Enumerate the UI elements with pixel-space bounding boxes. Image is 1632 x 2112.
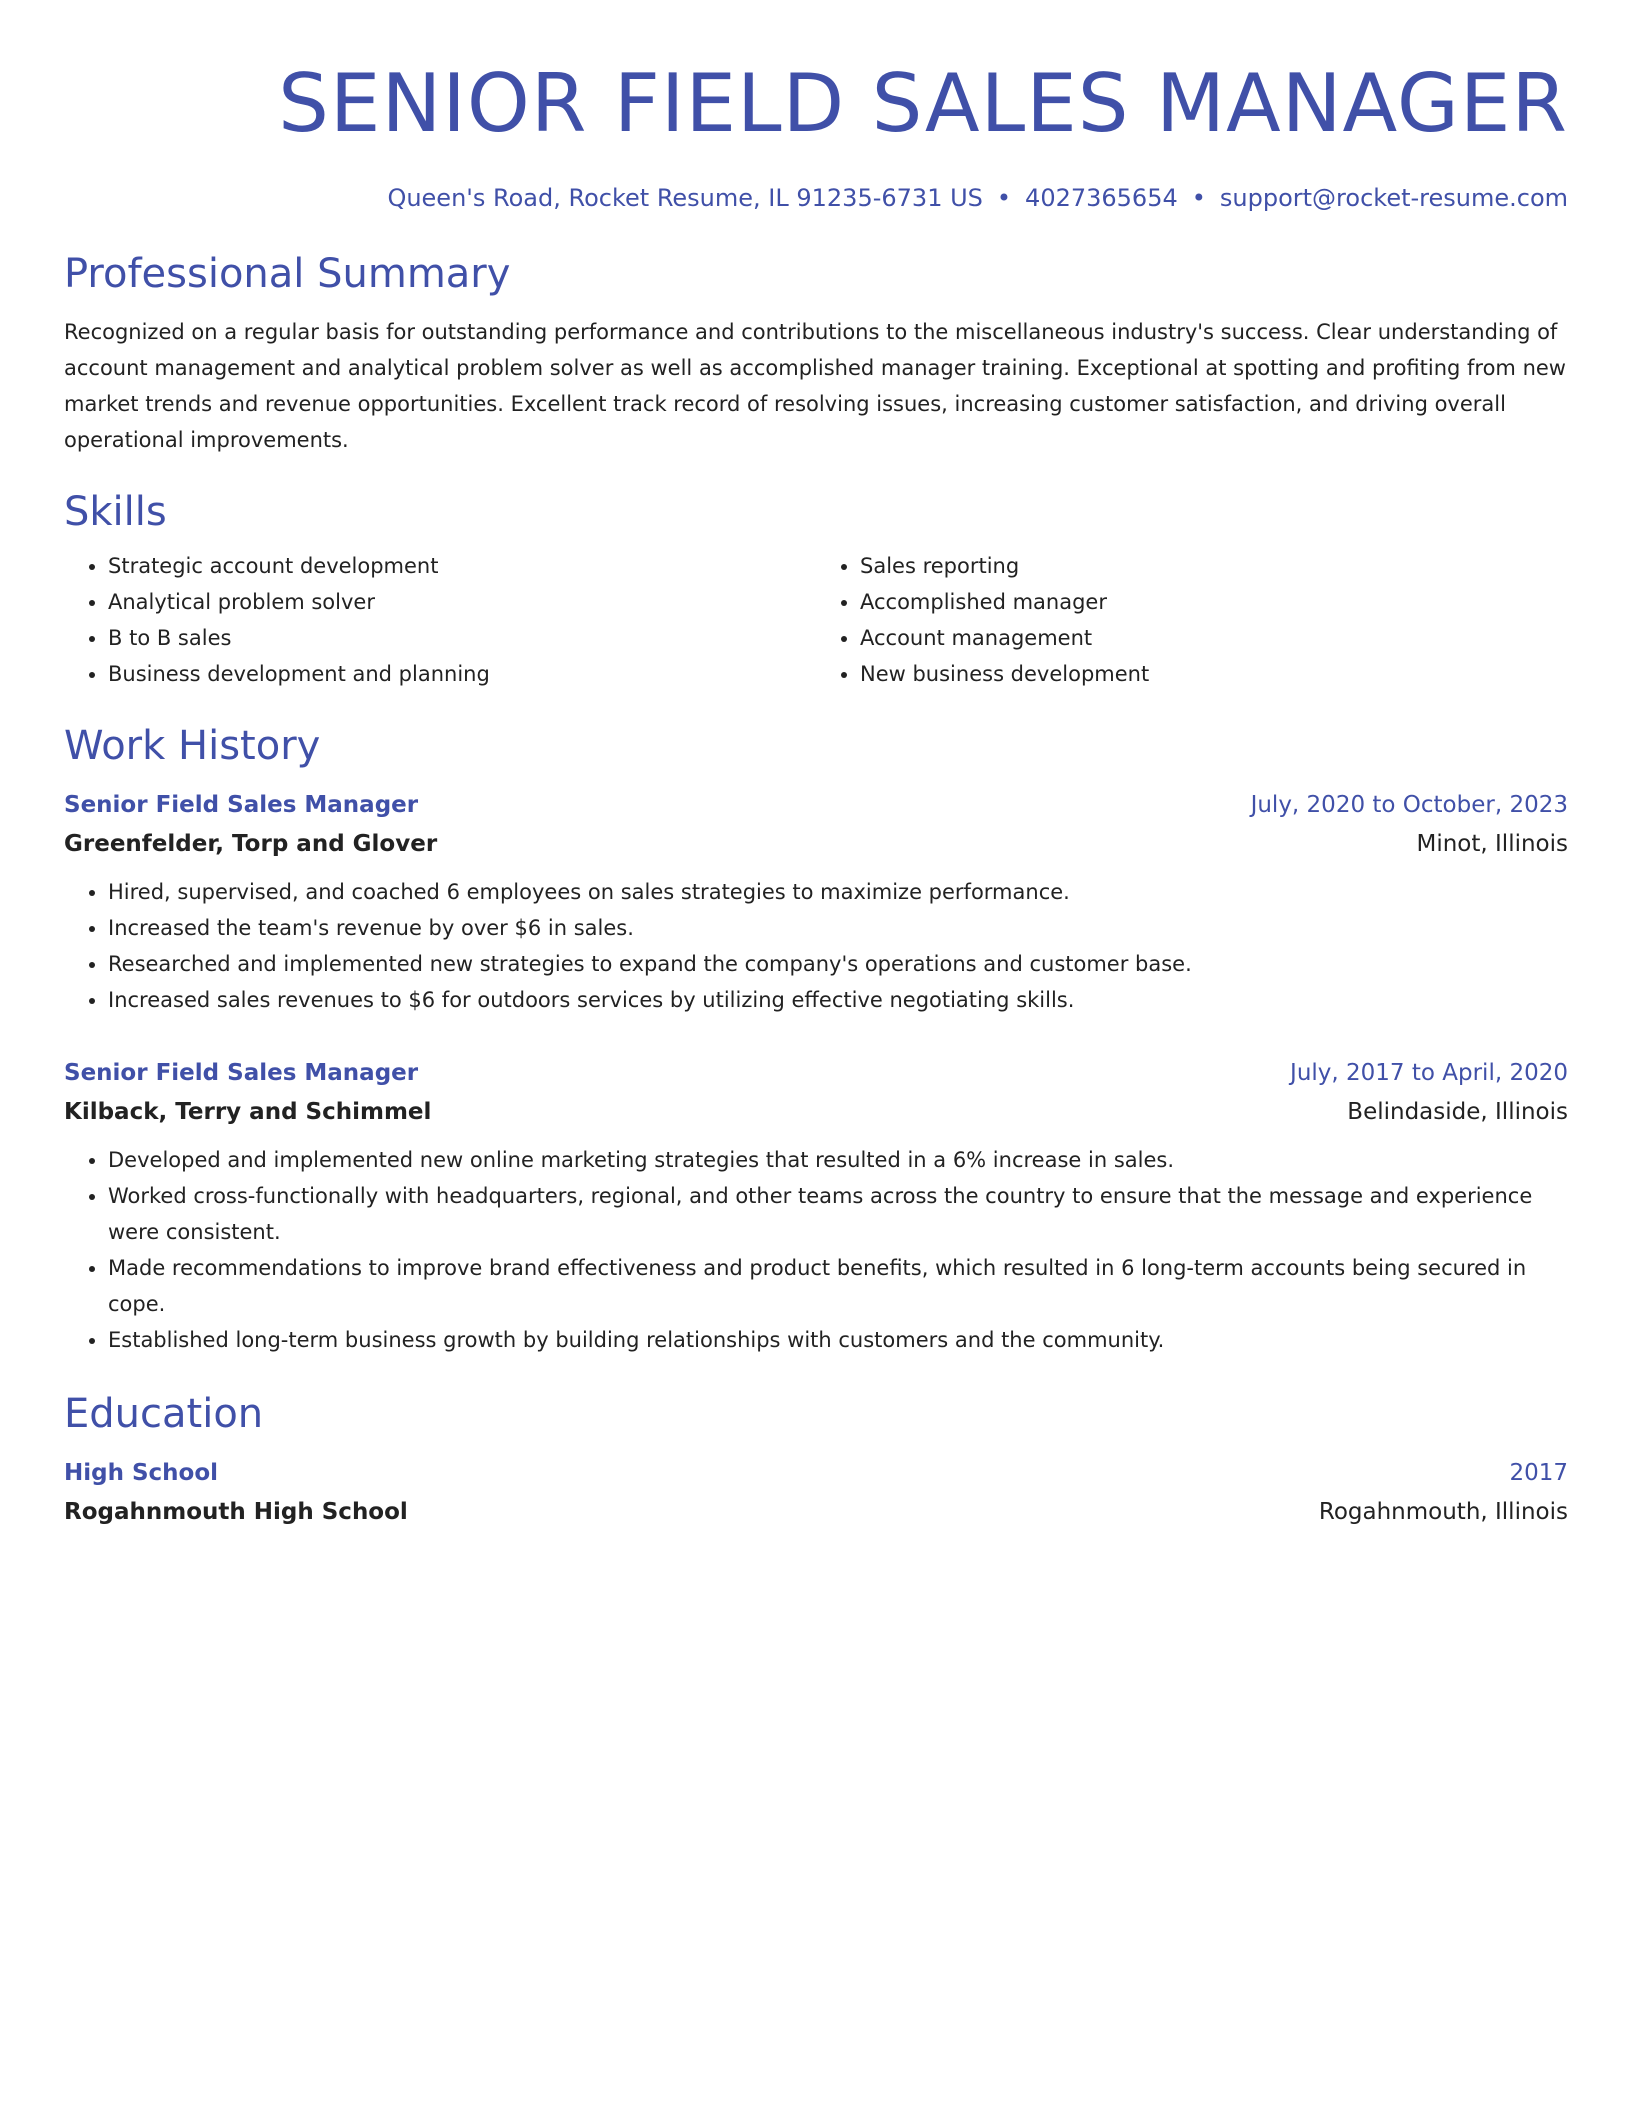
job-bullet: • Developed and implemented new online marketing strategies that resulted in a 6% increase in sales. xyxy=(108,1142,1568,1178)
job-location: Minot, Illinois xyxy=(1416,831,1568,857)
bullet-separator: • xyxy=(996,184,1012,212)
skill-item: • Accomplished manager xyxy=(860,584,1568,620)
job-bullet: • Increased sales revenues to $6 for outdoors services by utilizing effective negotiating skills. xyxy=(108,982,1568,1018)
skills-list-right xyxy=(816,548,1568,692)
professional-summary-section xyxy=(64,248,1568,458)
skills-grid xyxy=(64,548,1568,692)
skill-item: • Analytical problem solver xyxy=(108,584,816,620)
skill-item: • Strategic account development xyxy=(108,548,816,584)
company-name: Greenfelder, Torp and Glover xyxy=(64,831,438,857)
job-dates: July, 2017 to April, 2020 xyxy=(1290,1060,1568,1086)
job-entry xyxy=(64,1054,1568,1358)
education-section xyxy=(64,1388,1568,1532)
skill-item: • Business development and planning xyxy=(108,656,816,692)
job-title: Senior Field Sales Manager xyxy=(64,792,419,818)
skills-section xyxy=(64,486,1568,692)
skill-item: • New business development xyxy=(860,656,1568,692)
job-header-row xyxy=(64,786,1568,824)
contact-email: support@rocket-resume.com xyxy=(1219,184,1568,212)
degree: High School xyxy=(64,1460,219,1486)
section-title-skills: Skills xyxy=(64,489,167,535)
job-location: Belindaside, Illinois xyxy=(1347,1099,1568,1125)
job-dates: July, 2020 to October, 2023 xyxy=(1250,792,1568,818)
job-company-row xyxy=(64,824,1568,864)
job-bullet: • Worked cross-functionally with headquarters, regional, and other teams across the country to ensure that the message and experience were consistent. xyxy=(108,1178,1568,1250)
job-bullets xyxy=(64,874,1568,1018)
education-header-row xyxy=(64,1454,1568,1492)
job-bullets xyxy=(64,1142,1568,1358)
section-title-work-history: Work History xyxy=(64,723,321,769)
education-entry xyxy=(64,1454,1568,1532)
job-bullet: • Increased the team's revenue by over $6 in sales. xyxy=(108,910,1568,946)
contact-phone: 4027365654 xyxy=(1025,184,1178,212)
resume-header xyxy=(64,50,1568,214)
school-name: Rogahnmouth High School xyxy=(64,1499,408,1525)
job-title: Senior Field Sales Manager xyxy=(64,1060,419,1086)
school-location: Rogahnmouth, Illinois xyxy=(1318,1499,1568,1525)
job-header-row xyxy=(64,1054,1568,1092)
skills-list-left xyxy=(64,548,816,692)
candidate-name: SENIOR FIELD SALES MANAGER xyxy=(278,57,1568,150)
education-year: 2017 xyxy=(1509,1460,1568,1486)
skill-item: • B to B sales xyxy=(108,620,816,656)
job-bullet: • Researched and implemented new strategies to expand the company's operations and customer base. xyxy=(108,946,1568,982)
summary-text: Recognized on a regular basis for outstanding performance and contributions to the miscellaneous industry's success. Clear understanding of account management and analytical problem solver as well as accomplished manager training. Exceptional at spotting and profiting from new market trends and revenue opportunities. Excellent track record of resolving issues, increasing customer satisfaction, and driving overall operational improvements. xyxy=(64,320,1566,452)
job-bullet: • Established long-term business growth by building relationships with customers and the community. xyxy=(108,1322,1568,1358)
job-bullet: • Made recommendations to improve brand effectiveness and product benefits, which resulted in 6 long-term accounts being secured in cope. xyxy=(108,1250,1568,1322)
contact-address: Queen's Road, Rocket Resume, IL 91235-6731 US xyxy=(387,184,983,212)
skill-item: • Sales reporting xyxy=(860,548,1568,584)
section-title-education: Education xyxy=(64,1391,264,1437)
contact-line xyxy=(64,182,1568,214)
work-history-section xyxy=(64,720,1568,1358)
job-bullet: • Hired, supervised, and coached 6 employees on sales strategies to maximize performance. xyxy=(108,874,1568,910)
section-title-summary: Professional Summary xyxy=(64,251,511,297)
bullet-separator: • xyxy=(1191,184,1206,212)
skill-item: • Account management xyxy=(860,620,1568,656)
job-company-row xyxy=(64,1092,1568,1132)
company-name: Kilback, Terry and Schimmel xyxy=(64,1099,432,1125)
job-entry xyxy=(64,786,1568,1018)
education-school-row xyxy=(64,1492,1568,1532)
